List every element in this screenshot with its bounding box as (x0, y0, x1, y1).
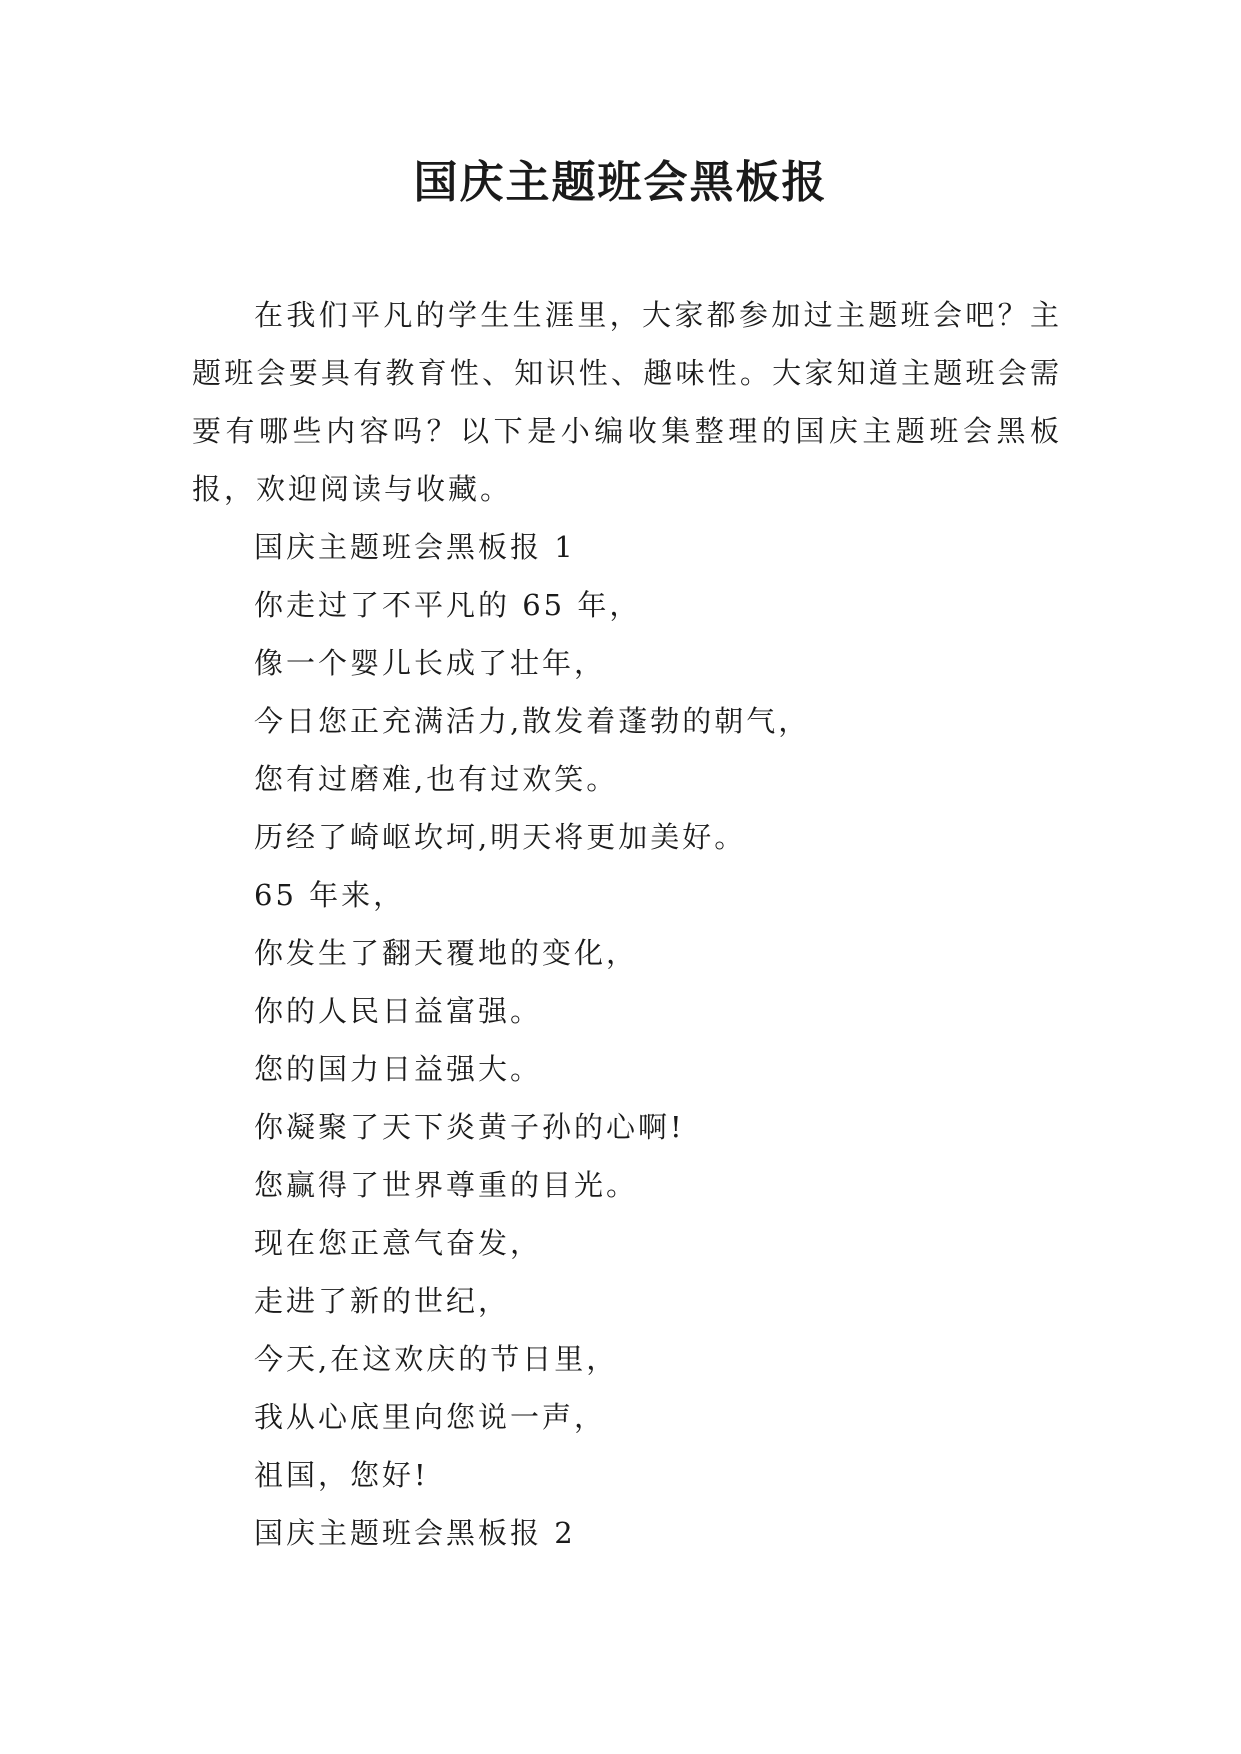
poem-line: 您有过磨难,也有过欢笑。 (254, 762, 619, 796)
poem-line: 你发生了翻天覆地的变化， (254, 936, 639, 970)
poem-line: 历经了崎岖坎坷,明天将更加美好。 (254, 820, 747, 854)
poem-line: 你的人民日益富强。 (254, 994, 543, 1028)
document-title: 国庆主题班会黑板报 (413, 157, 828, 208)
poem-line: 走进了新的世纪， (254, 1284, 511, 1318)
poem-line: 您赢得了世界尊重的目光。 (254, 1168, 639, 1202)
document-body (192, 286, 1062, 1562)
poem-line: 你凝聚了天下炎黄子孙的心啊! (254, 1110, 685, 1144)
poem-line: 您的国力日益强大。 (254, 1052, 543, 1086)
poem-line: 我从心底里向您说一声， (254, 1400, 607, 1434)
section-heading: 国庆主题班会黑板报 1 (254, 530, 576, 564)
poem-line: 65 年来， (254, 878, 406, 912)
poem-line: 像一个婴儿长成了壮年， (254, 646, 607, 680)
poem-line: 现在您正意气奋发， (254, 1226, 543, 1260)
poem-line: 祖国，您好! (254, 1458, 429, 1492)
poem-line: 今日您正充满活力,散发着蓬勃的朝气， (254, 704, 811, 738)
poem-line: 你走过了不平凡的 65 年， (254, 588, 642, 622)
section-heading: 国庆主题班会黑板报 2 (254, 1516, 576, 1550)
intro-paragraph: 在我们平凡的学生生涯里，大家都参加过主题班会吧？主题班会要具有教育性、知识性、趣味性。大家知道主题班会需要有哪些内容吗？以下是小编收集整理的国庆主题班会黑板报，欢迎阅读与收藏。 (192, 298, 1062, 506)
poem-line: 今天,在这欢庆的节日里， (254, 1342, 619, 1376)
